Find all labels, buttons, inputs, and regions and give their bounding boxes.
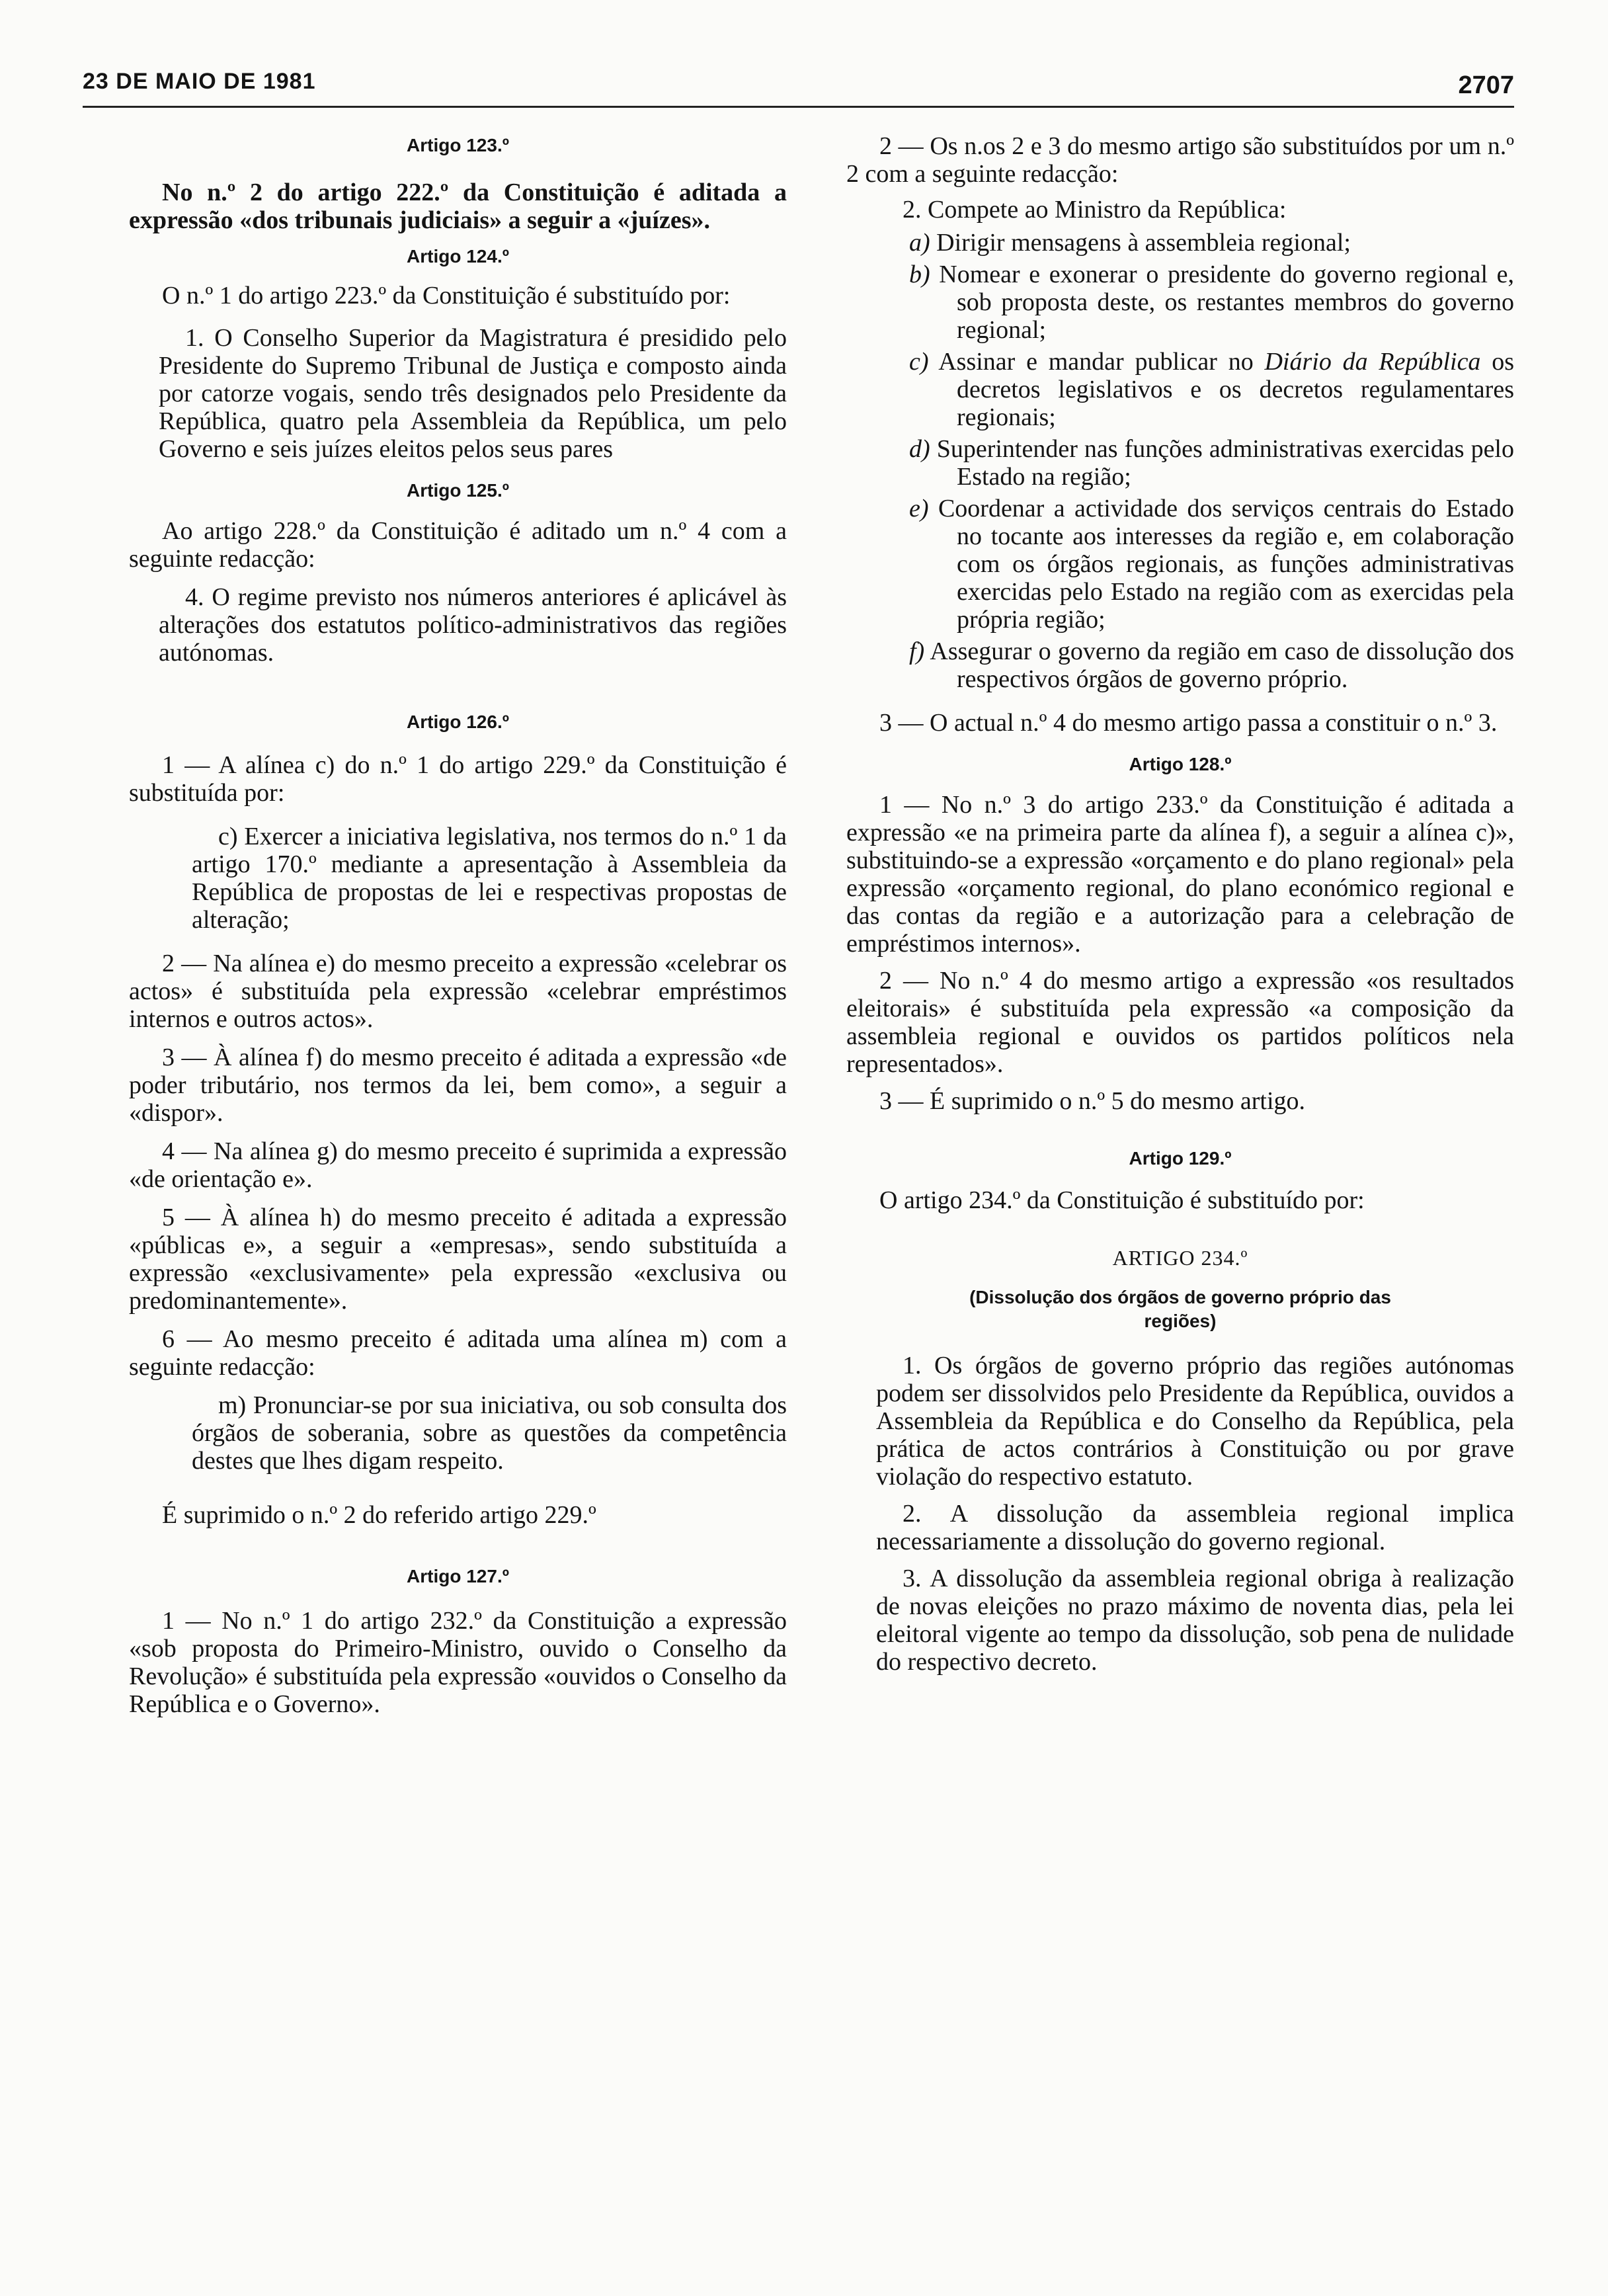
- item-a-text: Dirigir mensagens à assembleia regional;: [936, 229, 1351, 257]
- item-e-label: e): [909, 495, 929, 522]
- article-129-p1: O artigo 234.º da Constituição é substituído por:: [879, 1186, 1365, 1214]
- item-c-text-after: os decretos legislativos e os decretos regulamentares regionais;: [957, 348, 1514, 431]
- item-e-text: Coordenar a actividade dos serviços centrais do Estado no tocante aos interesses da região e, em colaboração com os órgãos regionais, as funções administrativas exercidas pelo Estado na região com as exercidas pela própria região;: [938, 495, 1515, 634]
- item-b: [909, 261, 1514, 344]
- article-126-p7: É suprimido o n.º 2 do referido artigo 229.º: [162, 1501, 596, 1529]
- item-b-label: b): [909, 261, 930, 288]
- item-c-label: c): [909, 348, 929, 376]
- page-header: [83, 60, 1514, 108]
- article-125-quote: 4. O regime previsto nos números anteriores é aplicável às alterações dos estatutos político-administrativos das regiões autónomas.: [159, 583, 787, 667]
- article-126-p2: 2 — Na alínea e) do mesmo preceito a expressão «celebrar os actos» é substituída pela expressão «celebrar empréstimos internos e outros actos».: [129, 950, 787, 1033]
- page-number: 2707: [1458, 71, 1514, 99]
- article-129-heading: Artigo 129.º: [1129, 1148, 1232, 1168]
- article-124-quote: 1. O Conselho Superior da Magistratura é presidido pelo Presidente do Supremo Tribunal de Justiça e composto ainda por catorze vogais, sendo três designados pelo Presidente da República, quatro pela Assembleia da República, um pelo Governo e seis juízes eleitos pelos seus pares: [159, 324, 787, 463]
- article-123-text: No n.º 2 do artigo 222.º da Constituição é aditada a expressão «dos tribunais judiciais» a seguir a «juízes».: [129, 179, 787, 234]
- article-127-heading: Artigo 127.º: [407, 1566, 509, 1586]
- article-127-p2: 2 — Os n.os 2 e 3 do mesmo artigo são substituídos por um n.º 2 com a seguinte redacção:: [846, 132, 1514, 188]
- item-c: [909, 348, 1514, 431]
- item-f: [909, 637, 1514, 693]
- item-b-text: Nomear e exonerar o presidente do governo regional e, sob proposta deste, os restantes membros do governo regional;: [939, 261, 1514, 344]
- article-128-p3: 3 — É suprimido o n.º 5 do mesmo artigo.: [879, 1087, 1306, 1115]
- article-123-heading: Artigo 123.º: [407, 135, 509, 155]
- article-126-p1: 1 — A alínea c) do n.º 1 do artigo 229.º da Constituição é substituída por:: [129, 751, 787, 807]
- item-e: [909, 495, 1514, 634]
- item-d-label: d): [909, 435, 930, 463]
- article-125-text: Ao artigo 228.º da Constituição é aditado um n.º 4 com a seguinte redacção:: [129, 517, 787, 573]
- article-126-heading: Artigo 126.º: [407, 712, 509, 732]
- article-234-n2: 2. A dissolução da assembleia regional implica necessariamente a dissolução do governo regional.: [876, 1500, 1514, 1555]
- item-d-text: Superintender nas funções administrativas exercidas pelo Estado na região;: [936, 435, 1514, 491]
- item-c-text-em: Diário da República: [1264, 348, 1481, 376]
- article-127-p3: 3 — O actual n.º 4 do mesmo artigo passa a constituir o n.º 3.: [879, 709, 1498, 737]
- article-126-quote-m: m) Pronunciar-se por sua iniciativa, ou sob consulta dos órgãos de soberania, sobre as questões da competência destes que lhes digam respeito.: [192, 1391, 787, 1475]
- article-127-p1: 1 — No n.º 1 do artigo 232.º da Constituição a expressão «sob proposta do Primeiro-Ministro, ouvido o Conselho da Revolução» é substituída pela expressão «ouvidos o Conselho da República e o Governo».: [129, 1607, 787, 1718]
- article-234-subtitle: (Dissolução dos órgãos de governo próprio das regiões): [969, 1287, 1391, 1331]
- article-125-heading: Artigo 125.º: [407, 480, 509, 501]
- item-d: [909, 435, 1514, 491]
- item-f-text: Assegurar o governo da região em caso de dissolução dos respectivos órgãos de governo próprio.: [930, 637, 1514, 693]
- article-234-n1: 1. Os órgãos de governo próprio das regiões autónomas podem ser dissolvidos pelo Presidente da República, ouvidos a Assembleia da República e do Conselho da República, pela prática de actos contrários à Constituição ou por grave violação do respectivo estatuto.: [876, 1352, 1514, 1491]
- right-column: [846, 132, 1514, 1676]
- article-126-p5: 5 — À alínea h) do mesmo preceito é aditada a expressão «públicas e», a seguir a «empresas», sendo substituída a expressão «exclusivamente» pela expressão «exclusiva ou predominantemente».: [129, 1204, 787, 1315]
- item-a-label: a): [909, 229, 930, 257]
- article-128-p2: 2 — No n.º 4 do mesmo artigo a expressão «os resultados eleitorais» é substituída pela expressão «a composição da assembleia regional e ouvidos os partidos políticos nela representados».: [846, 967, 1514, 1078]
- article-126-p3: 3 — À alínea f) do mesmo preceito é aditada a expressão «de poder tributário, nos termos da lei, bem como», a seguir a «dispor».: [129, 1044, 787, 1127]
- item-f-label: f): [909, 637, 925, 665]
- item-a: [909, 229, 1514, 257]
- article-126-p6: 6 — Ao mesmo preceito é aditada uma alínea m) com a seguinte redacção:: [129, 1325, 787, 1381]
- article-128-p1: 1 — No n.º 3 do artigo 233.º da Constituição é aditada a expressão «e na primeira parte da alínea f), a seguir a alínea c)», substituindo-se a expressão «orçamento e do plano regional» pela expressão «orçamento regional, do plano económico regional e das contas da região e a autorização para a celebração de empréstimos internos».: [846, 791, 1514, 958]
- article-128-heading: Artigo 128.º: [1129, 754, 1232, 774]
- item-c-text-before: Assinar e mandar publicar no: [938, 348, 1265, 376]
- article-127-quote-intro: 2. Compete ao Ministro da República:: [903, 196, 1287, 224]
- article-126-quote-c: c) Exercer a iniciativa legislativa, nos termos do n.º 1 da artigo 170.º mediante a apresentação à Assembleia da República de propostas de lei e respectivas propostas de alteração;: [192, 823, 787, 934]
- article-126-p4: 4 — Na alínea g) do mesmo preceito é suprimida a expressão «de orientação e».: [129, 1137, 787, 1193]
- article-234-n3: 3. A dissolução da assembleia regional obriga à realização de novas eleições no prazo máximo de noventa dias, pela lei eleitoral vigente ao tempo da dissolução, sob pena de nulidade do respectivo decreto.: [876, 1565, 1514, 1676]
- header-date: 23 DE MAIO DE 1981: [83, 69, 316, 94]
- article-124-heading: Artigo 124.º: [407, 246, 509, 266]
- article-124-text: O n.º 1 do artigo 223.º da Constituição é substituído por:: [162, 282, 731, 309]
- left-column: [129, 132, 787, 1718]
- article-234-heading: ARTIGO 234.º: [1112, 1246, 1248, 1270]
